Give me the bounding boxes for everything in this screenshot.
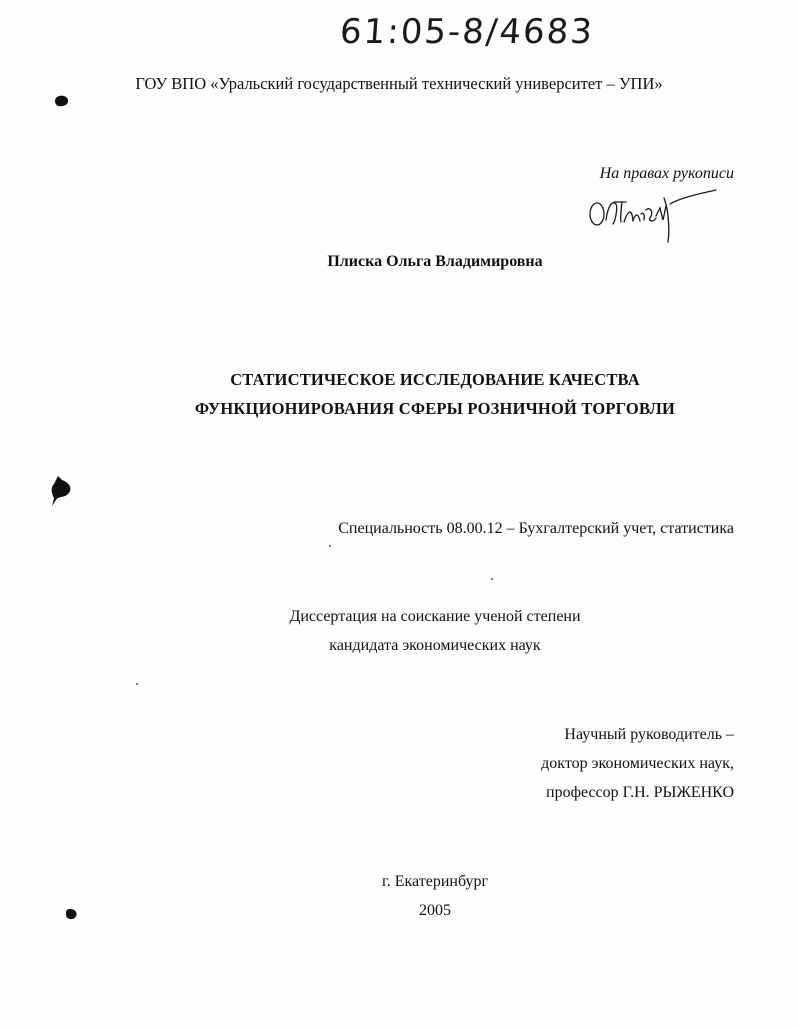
thesis-line-1: Диссертация на соискание ученой степени (289, 608, 581, 625)
advisor-title: Научный руководитель – (564, 726, 734, 743)
institution-name: ГОУ ВПО «Уральский государственный технический университет – УПИ» (135, 74, 663, 93)
title-line-2: ФУНКЦИОНИРОВАНИЯ СФЕРЫ РОЗНИЧНОЙ ТОРГОВЛИ (194, 399, 676, 418)
specialty: Специальность 08.00.12 – Бухгалтерский учет, статистика (338, 520, 734, 537)
signature-icon (588, 188, 718, 248)
advisor-name: профессор Г.Н. РЫЖЕНКО (546, 784, 734, 801)
scan-speck (329, 545, 331, 547)
author-name: Плиска Ольга Владимировна (327, 253, 543, 270)
scan-speck (136, 683, 138, 685)
title-line-1: СТАТИСТИЧЕСКОЕ ИССЛЕДОВАНИЕ КАЧЕСТВА (230, 370, 640, 389)
year: 2005 (419, 902, 451, 919)
ink-blot-icon (46, 474, 78, 508)
city: г. Екатеринбург (381, 873, 489, 890)
scan-speck (491, 578, 493, 580)
manuscript-note: На правах рукописи (599, 165, 734, 182)
archive-number: 61:05-8/4683 (338, 12, 596, 52)
ink-blot-icon (62, 906, 80, 922)
thesis-line-2: кандидата экономических наук (329, 637, 541, 654)
advisor-degree: доктор экономических наук, (541, 755, 734, 772)
ink-blot-icon (52, 93, 72, 109)
